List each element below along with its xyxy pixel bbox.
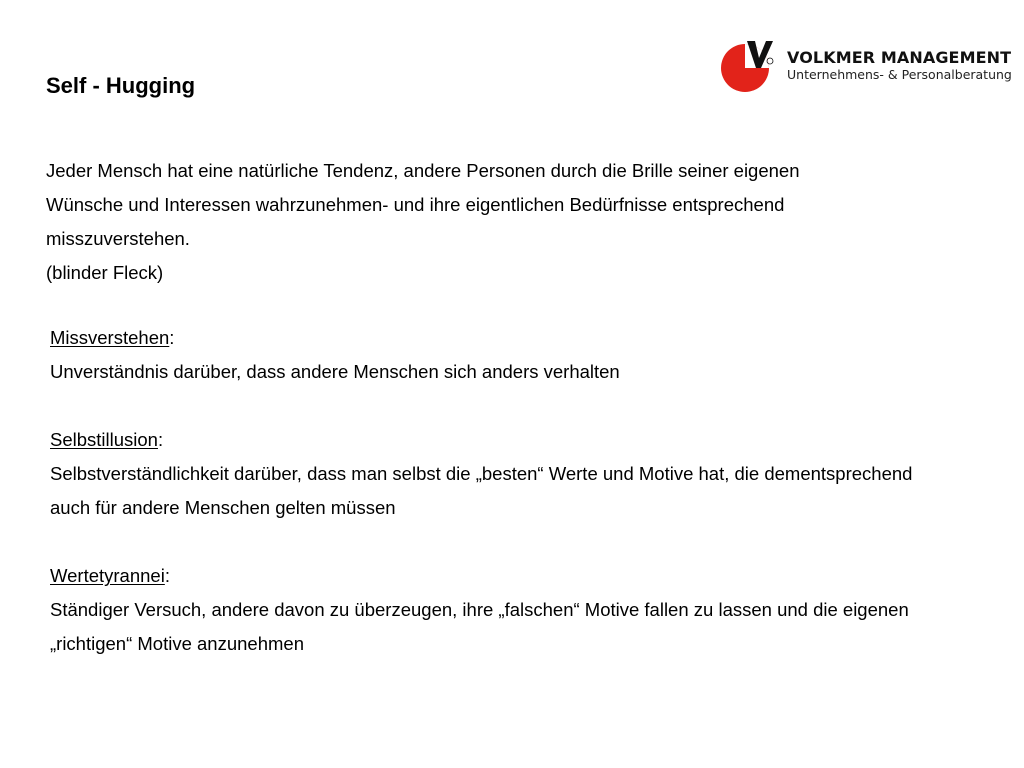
definition-wertetyrannei: [50, 559, 1010, 661]
company-logo: [720, 38, 1012, 94]
definition-term: Wertetyrannei: [50, 565, 165, 586]
definition-text: Unverständnis darüber, dass andere Menschen sich anders verhalten: [50, 361, 620, 382]
definition-term: Selbstillusion: [50, 429, 158, 450]
definition-missverstehen: [50, 321, 1010, 389]
definition-text: Selbstverständlichkeit darüber, dass man selbst die „besten“ Werte und Motive hat, die dementsprechend: [50, 463, 913, 484]
definition-text: „richtigen“ Motive anzunehmen: [50, 633, 304, 654]
definition-term-line: [50, 423, 1010, 457]
volkmer-logo-icon: [720, 38, 776, 94]
logo-tagline: Unternehmens- & Personalberatung: [787, 67, 1012, 82]
intro-line: (blinder Fleck): [46, 262, 164, 283]
definition-text: Ständiger Versuch, andere davon zu überzeugen, ihre „falschen“ Motive fallen zu lassen und die eigenen: [50, 599, 909, 620]
definition-term-line: [50, 321, 1010, 355]
page-title: Self - Hugging: [46, 73, 196, 98]
intro-line: Jeder Mensch hat eine natürliche Tendenz, andere Personen durch die Brille seiner eigenen: [46, 160, 800, 181]
definitions-list: [50, 321, 1010, 695]
definition-term-line: [50, 559, 1010, 593]
definition-text: auch für andere Menschen gelten müssen: [50, 497, 396, 518]
logo-company-name: VOLKMER MANAGEMENT: [787, 48, 1012, 67]
term-colon: :: [169, 327, 175, 348]
term-colon: :: [164, 565, 170, 586]
intro-paragraph: [46, 154, 926, 290]
definition-term: Missverstehen: [50, 327, 170, 348]
term-colon: :: [157, 429, 164, 450]
intro-line: misszuverstehen.: [46, 228, 190, 249]
intro-line: Wünsche und Interessen wahrzunehmen- und ihre eigentlichen Bedürfnisse entsprechend: [46, 194, 785, 215]
definition-selbstillusion: [50, 423, 1010, 525]
